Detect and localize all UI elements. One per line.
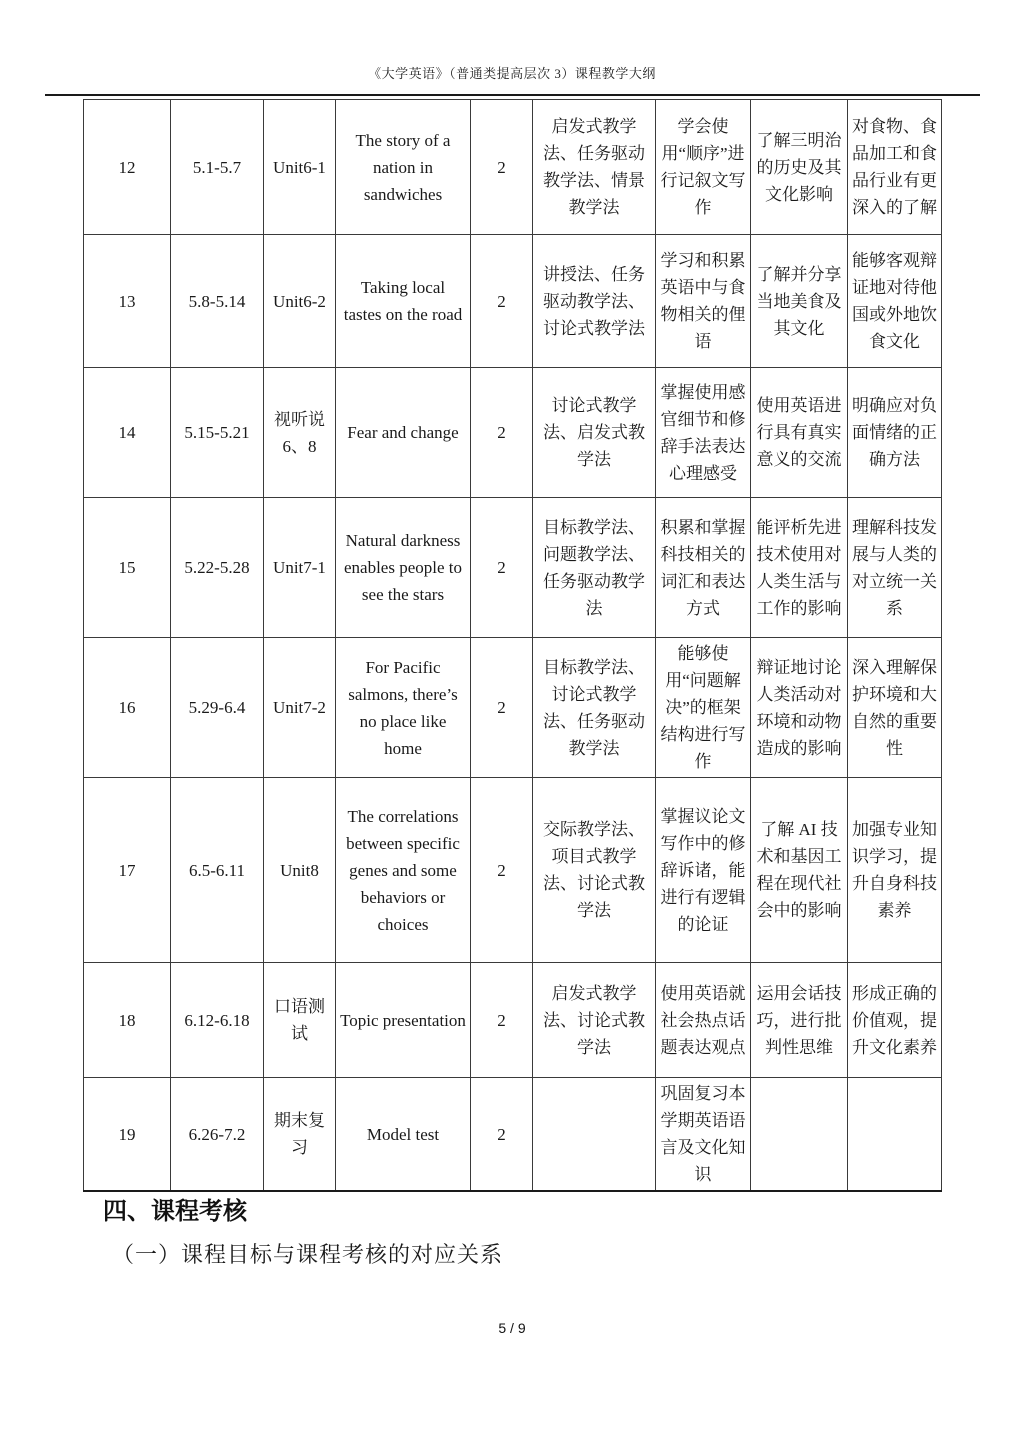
cell-methods: 讲授法、任务驱动教学法、讨论式教学法: [533, 235, 656, 368]
cell-methods: 启发式教学法、任务驱动教学法、情景教学法: [533, 100, 656, 235]
cell-topic: Taking local tastes on the road: [336, 235, 471, 368]
cell-hours: 2: [471, 1078, 533, 1192]
table-row-week-14: [84, 368, 942, 498]
cell-topic: For Pacific salmons, there’s no place like home: [336, 638, 471, 778]
table-row-week-13: [84, 235, 942, 368]
cell-objective: 能够使用“问题解决”的框架结构进行写作: [656, 638, 751, 778]
cell-dates: 5.22-5.28: [171, 498, 264, 638]
cell-week: 13: [84, 235, 171, 368]
cell-hours: 2: [471, 100, 533, 235]
cell-objective: 学习和积累英语中与食物相关的俚语: [656, 235, 751, 368]
cell-unit: Unit6-1: [264, 100, 336, 235]
cell-week: 18: [84, 963, 171, 1078]
cell-culture: [751, 1078, 848, 1192]
cell-unit: Unit7-2: [264, 638, 336, 778]
cell-topic: The story of a nation in sandwiches: [336, 100, 471, 235]
subsection-heading-objectives-assessment-mapping: （一）课程目标与课程考核的对应关系: [112, 1242, 504, 1267]
table-row-week-19: [84, 1078, 942, 1192]
table-row-week-17: [84, 778, 942, 963]
cell-methods: 讨论式教学法、启发式教学法: [533, 368, 656, 498]
course-schedule-table: [83, 99, 942, 1192]
cell-outcome: 深入理解保护环境和大自然的重要性: [848, 638, 942, 778]
cell-outcome: 明确应对负面情绪的正确方法: [848, 368, 942, 498]
cell-outcome: 形成正确的价值观，提升文化素养: [848, 963, 942, 1078]
cell-topic: The correlations between specific genes and some behaviors or choices: [336, 778, 471, 963]
cell-unit: 期末复习: [264, 1078, 336, 1192]
table-row-week-15: [84, 498, 942, 638]
cell-outcome: 能够客观辩证地对待他国或外地饮食文化: [848, 235, 942, 368]
cell-culture: 辩证地讨论人类活动对环境和动物造成的影响: [751, 638, 848, 778]
table-row-week-12: [84, 100, 942, 235]
document-header-title: 《大学英语》（普通类提高层次 3）课程教学大纲: [368, 66, 656, 81]
table-row-week-18: [84, 963, 942, 1078]
cell-week: 17: [84, 778, 171, 963]
cell-unit: Unit8: [264, 778, 336, 963]
cell-culture: 了解 AI 技术和基因工程在现代社会中的影响: [751, 778, 848, 963]
cell-week: 14: [84, 368, 171, 498]
cell-objective: 掌握议论文写作中的修辞诉诸，能进行有逻辑的论证: [656, 778, 751, 963]
cell-hours: 2: [471, 963, 533, 1078]
cell-unit: Unit6-2: [264, 235, 336, 368]
cell-unit: 口语测试: [264, 963, 336, 1078]
cell-hours: 2: [471, 498, 533, 638]
table-row-week-16: [84, 638, 942, 778]
cell-methods: 目标教学法、讨论式教学法、任务驱动教学法: [533, 638, 656, 778]
cell-culture: 了解三明治的历史及其文化影响: [751, 100, 848, 235]
cell-outcome: [848, 1078, 942, 1192]
section-heading-course-assessment: 四、课程考核: [103, 1198, 247, 1225]
cell-objective: 掌握使用感官细节和修辞手法表达心理感受: [656, 368, 751, 498]
cell-dates: 5.1-5.7: [171, 100, 264, 235]
cell-outcome: 对食物、食品加工和食品行业有更深入的了解: [848, 100, 942, 235]
cell-dates: 6.5-6.11: [171, 778, 264, 963]
cell-methods: 目标教学法、问题教学法、任务驱动教学法: [533, 498, 656, 638]
cell-topic: Topic presentation: [336, 963, 471, 1078]
cell-week: 15: [84, 498, 171, 638]
cell-objective: 使用英语就社会热点话题表达观点: [656, 963, 751, 1078]
cell-culture: 能评析先进技术使用对人类生活与工作的影响: [751, 498, 848, 638]
cell-objective: 积累和掌握科技相关的词汇和表达方式: [656, 498, 751, 638]
cell-outcome: 加强专业知识学习，提升自身科技素养: [848, 778, 942, 963]
cell-hours: 2: [471, 638, 533, 778]
cell-hours: 2: [471, 368, 533, 498]
cell-topic: Natural darkness enables people to see the stars: [336, 498, 471, 638]
cell-methods: 启发式教学法、讨论式教学法: [533, 963, 656, 1078]
cell-unit: Unit7-1: [264, 498, 336, 638]
cell-dates: 5.29-6.4: [171, 638, 264, 778]
cell-unit: 视听说 6、8: [264, 368, 336, 498]
cell-hours: 2: [471, 778, 533, 963]
cell-dates: 6.12-6.18: [171, 963, 264, 1078]
cell-culture: 了解并分享当地美食及其文化: [751, 235, 848, 368]
cell-objective: 学会使用“顺序”进行记叙文写作: [656, 100, 751, 235]
cell-dates: 5.15-5.21: [171, 368, 264, 498]
header-divider: [45, 94, 980, 96]
cell-culture: 使用英语进行具有真实意义的交流: [751, 368, 848, 498]
cell-outcome: 理解科技发展与人类的对立统一关系: [848, 498, 942, 638]
cell-topic: Model test: [336, 1078, 471, 1192]
cell-week: 19: [84, 1078, 171, 1192]
cell-objective: 巩固复习本学期英语语言及文化知识: [656, 1078, 751, 1192]
cell-topic: Fear and change: [336, 368, 471, 498]
cell-methods: [533, 1078, 656, 1192]
cell-culture: 运用会话技巧，进行批判性思维: [751, 963, 848, 1078]
cell-week: 12: [84, 100, 171, 235]
cell-dates: 6.26-7.2: [171, 1078, 264, 1192]
cell-dates: 5.8-5.14: [171, 235, 264, 368]
cell-week: 16: [84, 638, 171, 778]
cell-methods: 交际教学法、项目式教学法、讨论式教学法: [533, 778, 656, 963]
page-number: 5 / 9: [498, 1320, 526, 1336]
cell-hours: 2: [471, 235, 533, 368]
